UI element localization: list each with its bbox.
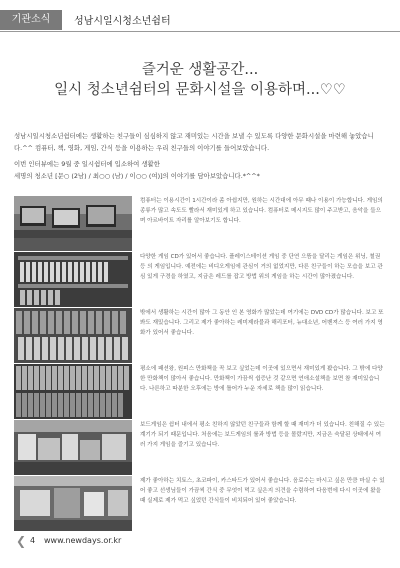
intro-paragraph-1: 성남시일시청소년쉼터에는 생활하는 친구들이 심심하지 않고 재미있는 시간을 보낼 수 있도록 다양한 문화시설을 마련해 놓았습니다.^^ 컴퓨터, 책, 영화, 게임, 간식 등을 이용하는 우리 친구들의 이야기를 들어보았습니다. [14,132,374,152]
chevron-left-icon: ❮ [16,534,27,548]
facility-description: 평소에 패션왕, 원피스 만화책을 꼭 보고 싶었는데 이곳에 있으면서 재미있게 봤습니다. 그 밖에 다양한 만화책이 많아서 좋습니다. 만화책이 가끔씩 쉽증난 것 같으면 연애소설책을 보면 참 재미있습니다. 나른하고 따분한 오후에는 방에 틀어가 누운 자세로 책을 많이 읽습니다. [140,366,383,392]
section-header [0,10,400,30]
header-divider [0,31,400,32]
game-cd-photo [14,252,132,307]
computer-room-photo [14,196,132,251]
facility-row-computer [14,196,386,251]
facility-description: 제가 좋아하는 치토스, 초코파이, 카스타드가 있어서 좋습니다. 음료수는 마시고 싶은 만큼 마실 수 있어 좋고 선생님들이 가끔씩 간식 중 무엇이 먹고 싶은지 의견을 수렴하여 다음번에 다시 이곳에 왔을 때 실제로 제가 먹고 싶었던 간식들이 비치되어 있어 좋았습니다. [140,478,385,504]
page-number: 4 [30,536,36,545]
facility-row-movies [14,308,386,363]
facility-row-boardgames [14,420,386,475]
facility-description: 보드게임은 쉼터 내에서 평소 친하지 않았던 친구들과 함께 할 때 재미가 더 있습니다. 친해질 수 있는 계기가 되기 때문입니다. 처음에는 보드게임의 룰과 방법 등을 몰랐지만, 지금은 숙달된 상태에서 여러 가지 게임을 즐기고 있습니다. [140,422,385,448]
article-intro [14,130,386,182]
facility-description: 다양한 게임 CD가 있어서 좋습니다. 플레이스테이션 게임 중 단연 으뜸을 달리는 게임은 위닝, 철권 등 의 게임입니다. 예전에는 비디오게임에 관심이 거의 없었지만, 다른 친구들이 하는 모습을 보고 관심 있게 구경을 하였고, 지금은 레드를 잡고 방법 위의 게임을 하는 시간이 많아졌습니다. [140,254,383,280]
comic-shelf-photo [14,364,132,419]
section-tag: 기관소식 [0,10,62,30]
article-headline [0,60,400,100]
website-url: www.newdays.or.kr [44,536,122,545]
headline-line-2: 일시 청소년쉼터의 문화시설을 이용하며...♡♡ [54,82,346,98]
facility-description: 컴퓨터는 이용시간이 1시간이라 좀 아쉽지만, 원하는 시간대에 아무 때나 이용이 가능합니다. 게임의 종류가 많고 속도도 빨라서 재미있게 하고 있습니다. 컴퓨터로 메시지도 많이 주고받고, 음악을 들으며 아르바이트 자리를 알아보기도 합니다. [140,198,383,224]
facility-row-snacks [14,476,386,531]
intro-paragraph-3: 세명의 청소년 [문○ (2남) / 최○○ (남) / 이○○ (여)]의 이야기를 담아보았습니다.*^^* [14,172,260,180]
dvd-shelf-photo [14,308,132,363]
facility-description: 밖에서 생활하는 시간이 많아 그 동안 인 본 영화가 많았는데 여기에는 DVD CD가 많습니다. 보고 또 봐도 재밌습니다. 그리고 제가 좋아하는 레미제라블과 해리포터, 뉴대소년, 어벤져스 등 여러 가지 영화가 있어서 좋습니다. [140,310,384,336]
snack-bar-photo [14,476,132,531]
facility-row-games [14,252,386,307]
facility-row-comics [14,364,386,419]
headline-line-1: 즐거운 생활공간... [141,62,259,78]
board-game-photo [14,420,132,475]
intro-paragraph-2: 이번 인터뷰에는 9월 중 일시쉼터에 입소하여 생활한 [14,160,160,168]
section-title: 성남시일시청소년쉼터 [74,16,171,27]
